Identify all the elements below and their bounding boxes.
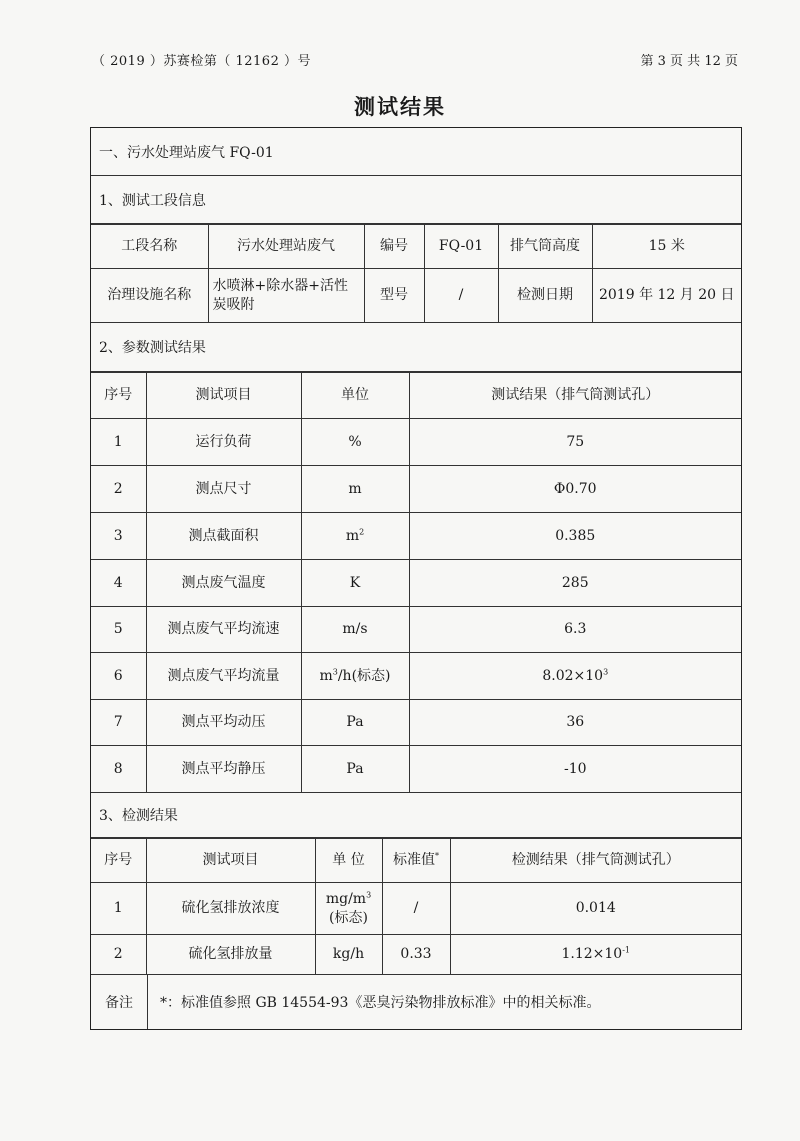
row-no: 2 bbox=[91, 935, 146, 975]
header-standard bbox=[382, 839, 450, 883]
label-code: 编号 bbox=[364, 225, 424, 269]
unit-superscript: 2 bbox=[359, 526, 365, 536]
detection-result-table bbox=[91, 838, 741, 975]
row-result: 285 bbox=[409, 560, 741, 607]
row-unit: m bbox=[301, 466, 409, 513]
remark-label: 备注 bbox=[91, 974, 148, 1029]
row-item: 硫化氢排放浓度 bbox=[146, 883, 315, 935]
row-item: 测点尺寸 bbox=[146, 466, 301, 513]
table-row bbox=[91, 653, 741, 700]
table-row bbox=[91, 560, 741, 607]
value-code: FQ-01 bbox=[424, 225, 498, 269]
section3-heading: 3、检测结果 bbox=[91, 792, 741, 838]
document-title: 测试结果 bbox=[354, 94, 446, 119]
row-unit: Pa bbox=[301, 700, 409, 746]
unit-superscript: 3 bbox=[366, 889, 372, 899]
table-row bbox=[91, 746, 741, 793]
result-base: 8.02×10 bbox=[542, 667, 604, 684]
standard-label: 标准值 bbox=[393, 852, 435, 869]
label-facility-name: 治理设施名称 bbox=[91, 269, 208, 323]
label-model: 型号 bbox=[364, 269, 424, 323]
table-row bbox=[91, 225, 741, 269]
row-result: 75 bbox=[409, 419, 741, 466]
value-facility-name: 水喷淋+除水器+活性炭吸附 bbox=[208, 269, 364, 323]
row-result: 0.385 bbox=[409, 513, 741, 560]
label-stack-height: 排气筒高度 bbox=[498, 225, 592, 269]
table-header-row bbox=[91, 373, 741, 419]
row-unit bbox=[301, 513, 409, 560]
header-item: 测试项目 bbox=[146, 373, 301, 419]
header-result: 测试结果（排气筒测试孔） bbox=[409, 373, 741, 419]
row-result bbox=[409, 653, 741, 700]
header-result: 检测结果（排气筒测试孔） bbox=[450, 839, 741, 883]
row-no: 7 bbox=[91, 700, 146, 746]
table-row bbox=[91, 607, 741, 653]
table-row bbox=[91, 269, 741, 323]
row-unit: K bbox=[301, 560, 409, 607]
row-unit: Pa bbox=[301, 746, 409, 793]
value-stack-height: 15 米 bbox=[592, 225, 741, 269]
result-base: 1.12×10 bbox=[561, 946, 623, 963]
section-main-heading: 一、污水处理站废气 FQ-01 bbox=[91, 128, 741, 176]
row-item: 测点平均静压 bbox=[146, 746, 301, 793]
row-item: 运行负荷 bbox=[146, 419, 301, 466]
row-result bbox=[450, 935, 741, 975]
table-row bbox=[91, 513, 741, 560]
table-row bbox=[91, 935, 741, 975]
row-no: 1 bbox=[91, 883, 146, 935]
value-section-name: 污水处理站废气 bbox=[208, 225, 364, 269]
row-result: Φ0.70 bbox=[409, 466, 741, 513]
row-item: 测点平均动压 bbox=[146, 700, 301, 746]
table-row bbox=[91, 419, 741, 466]
unit-base: mg/m bbox=[325, 890, 367, 907]
table-row bbox=[91, 700, 741, 746]
row-item: 测点废气平均流速 bbox=[146, 607, 301, 653]
header-no: 序号 bbox=[91, 373, 146, 419]
row-unit: kg/h bbox=[315, 935, 382, 975]
table-row bbox=[91, 883, 741, 935]
row-unit: m/s bbox=[301, 607, 409, 653]
remark-row bbox=[91, 974, 741, 1029]
result-superscript: -1 bbox=[622, 945, 630, 955]
row-no: 4 bbox=[91, 560, 146, 607]
header-unit: 单 位 bbox=[315, 839, 382, 883]
unit-base: m bbox=[345, 527, 360, 544]
row-unit bbox=[315, 883, 382, 935]
result-superscript: 3 bbox=[603, 666, 609, 676]
row-standard: / bbox=[382, 883, 450, 935]
section1-heading: 1、测试工段信息 bbox=[91, 176, 741, 224]
remark-text: *：标准值参照 GB 14554-93《恶臭污染物排放标准》中的相关标准。 bbox=[160, 994, 601, 1011]
row-item: 测点废气温度 bbox=[146, 560, 301, 607]
row-item: 硫化氢排放量 bbox=[146, 935, 315, 975]
row-no: 2 bbox=[91, 466, 146, 513]
unit-superscript: 3 bbox=[332, 666, 338, 676]
unit-line1 bbox=[320, 890, 378, 909]
parameter-table bbox=[91, 372, 741, 793]
unit-line2: (标态) bbox=[329, 909, 368, 926]
work-section-info-table bbox=[91, 224, 741, 323]
row-standard: 0.33 bbox=[382, 935, 450, 975]
label-section-name: 工段名称 bbox=[91, 225, 208, 269]
standard-asterisk: * bbox=[435, 851, 439, 861]
row-item: 测点截面积 bbox=[146, 513, 301, 560]
header-item: 测试项目 bbox=[146, 839, 315, 883]
header-unit: 单位 bbox=[301, 373, 409, 419]
unit-tail: /h(标态) bbox=[337, 667, 391, 684]
row-result: -10 bbox=[409, 746, 741, 793]
value-model: / bbox=[424, 269, 498, 323]
row-no: 8 bbox=[91, 746, 146, 793]
table-row bbox=[91, 466, 741, 513]
label-test-date: 检测日期 bbox=[498, 269, 592, 323]
page-info: 第 3 页 共 12 页 bbox=[640, 54, 738, 69]
result-sheet bbox=[90, 127, 742, 1030]
row-no: 6 bbox=[91, 653, 146, 700]
unit-base: m bbox=[319, 667, 333, 684]
row-result: 6.3 bbox=[409, 607, 741, 653]
row-result: 36 bbox=[409, 700, 741, 746]
report-number: （ 2019 ）苏赛检第（ 12162 ）号 bbox=[92, 54, 311, 69]
table-header-row bbox=[91, 839, 741, 883]
row-unit bbox=[301, 653, 409, 700]
row-no: 3 bbox=[91, 513, 146, 560]
row-unit: % bbox=[301, 419, 409, 466]
header-no: 序号 bbox=[91, 839, 146, 883]
row-no: 1 bbox=[91, 419, 146, 466]
row-item: 测点废气平均流量 bbox=[146, 653, 301, 700]
row-result: 0.014 bbox=[450, 883, 741, 935]
value-test-date: 2019 年 12 月 20 日 bbox=[592, 269, 741, 323]
row-no: 5 bbox=[91, 607, 146, 653]
section2-heading: 2、参数测试结果 bbox=[91, 322, 741, 372]
